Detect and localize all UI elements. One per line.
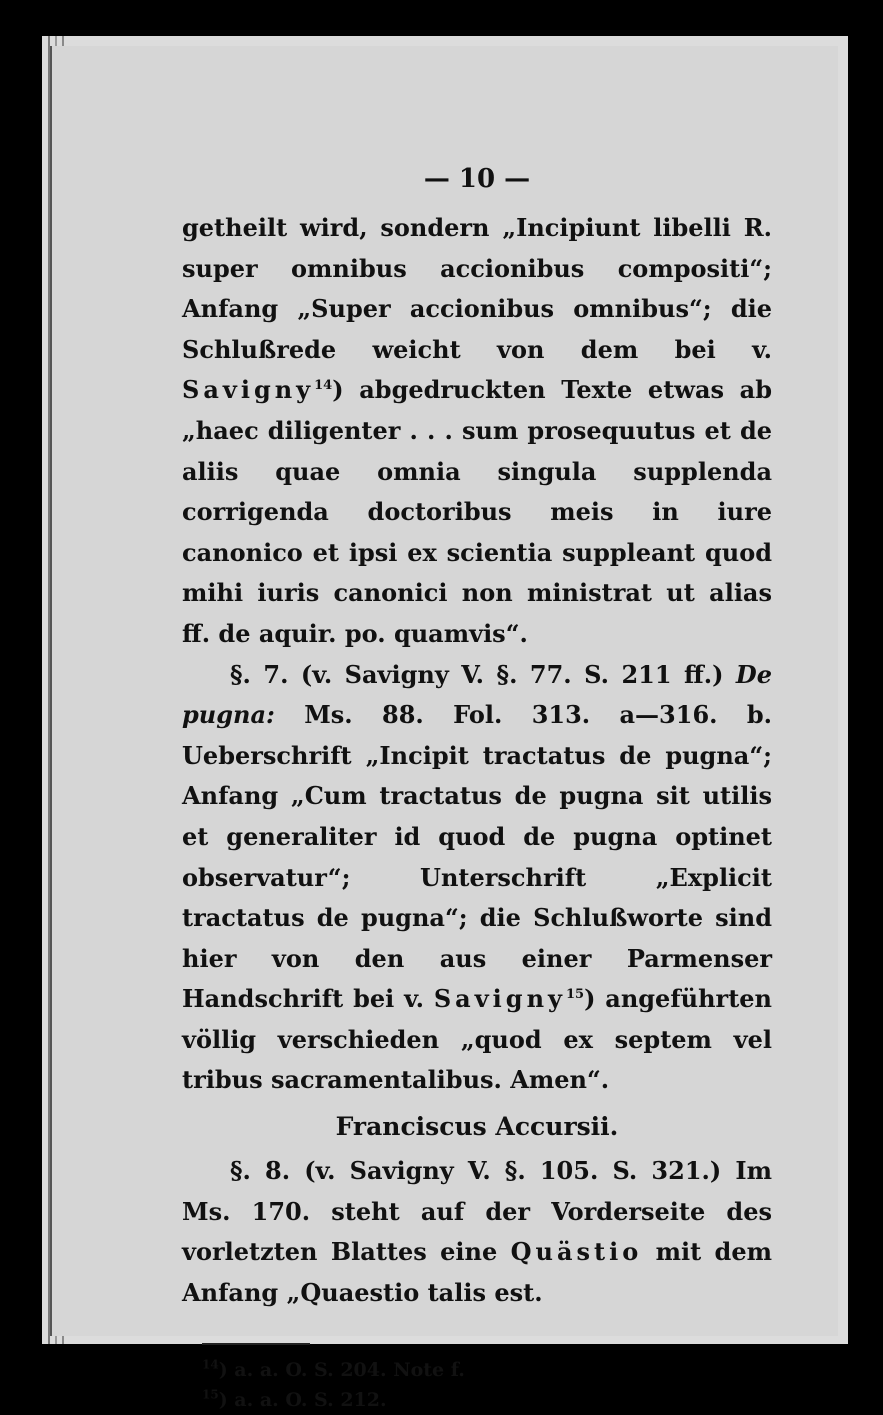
paragraph-text: Im Ms. 170. steht auf der Vorderseite des vorletzten Blattes eine: [182, 1156, 772, 1267]
spaced-word: Quästio: [510, 1237, 643, 1267]
section-heading: Franciscus Accursii.: [335, 1112, 619, 1142]
work-title: De pugna:: [182, 659, 773, 730]
footnote-text: ) a. a. O. S. 212.: [218, 1389, 387, 1412]
page-number: — 10 —: [423, 164, 531, 194]
paragraph-1: [182, 208, 772, 655]
footnote-ref: 14: [314, 378, 333, 394]
footnote-mark: 14: [202, 1358, 219, 1373]
text-block: [182, 162, 772, 1415]
footnote-divider: [202, 1343, 310, 1345]
paragraph-text: mit dem Anfang „Quaestio talis est.: [182, 1237, 772, 1307]
footnote-text: ) a. a. O. S. 204. Note f.: [218, 1359, 465, 1382]
reference: (v. Savigny V. §. 77. S. 211 ff.): [288, 659, 736, 689]
author-name: Savigny: [433, 984, 566, 1014]
footnote-ref: 15: [565, 987, 585, 1003]
footnote-mark: 15: [202, 1388, 219, 1403]
reference: (v. Savigny V. §. 105. S. 321.): [290, 1156, 736, 1186]
paragraph-3: [182, 1151, 772, 1313]
paragraph-text: ) angeführten völlig verschieden „quod ex septem vel tribus sacramentalibus. Amen“.: [182, 984, 772, 1095]
paragraph-text: getheilt wird, sondern „Incipiunt libelli R. super omnibus accionibus compositi“; Anfang „Super accionibus omnibus“; die Schlußrede weicht von dem bei v.: [182, 213, 772, 364]
paragraph-2: [182, 655, 772, 1102]
book-page: [50, 46, 838, 1412]
author-name: Savigny: [182, 375, 315, 405]
footnote-15: [202, 1385, 772, 1415]
section-mark: §. 8.: [230, 1156, 291, 1186]
section-mark: §. 7.: [230, 659, 289, 689]
paragraph-text: Ms. 88. Fol. 313. a—316. b. Ueberschrift „Incipit tractatus de pugna“; Anfang „Cum tractatus de pugna sit utilis et generaliter id quod de pugna optinet observatur“; Unterschrift „Explicit tractatus de pugna“; die Schlußworte sind hier von den aus einer Parmenser Handschrift bei v.: [182, 700, 772, 1014]
paragraph-text: ) abgedruckten Texte etwas ab „haec diligenter . . . sum prosequutus et de aliis quae omnia singula supplenda corrigenda doctoribus meis in iure canonico et ipsi ex scientia suppleant quod mihi iuris canonici non ministrat ut alias ff. de aquir. po. quamvis“.: [182, 375, 772, 648]
footnote-14: [202, 1355, 772, 1385]
